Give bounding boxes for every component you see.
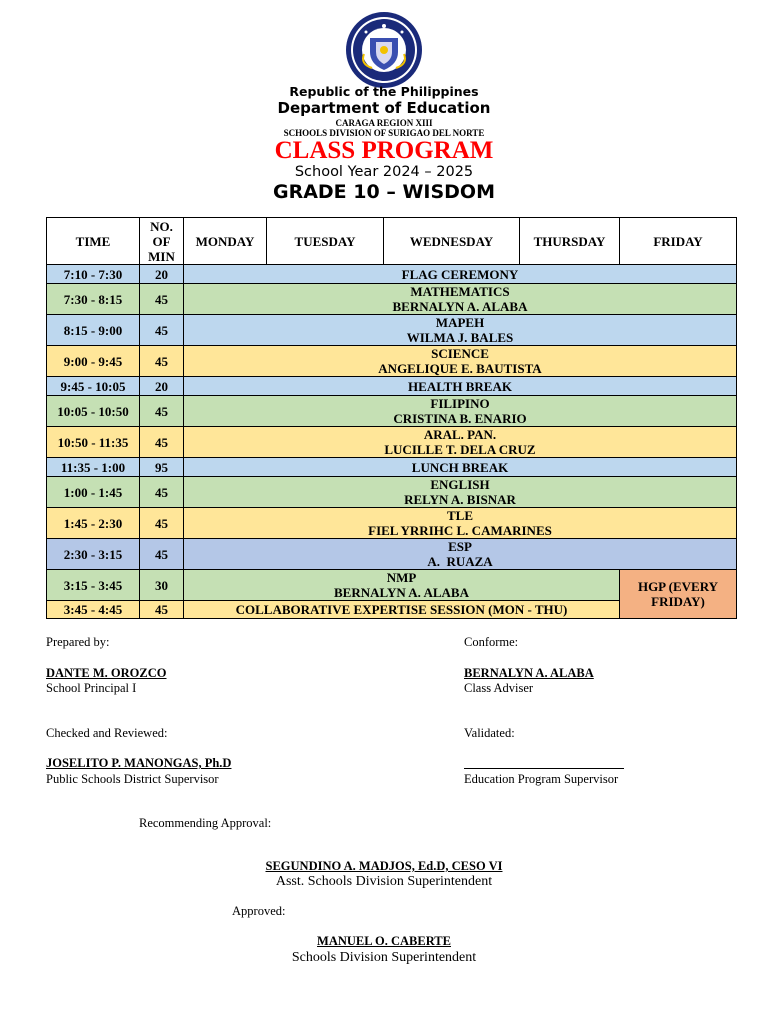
prepared-title: School Principal I bbox=[46, 681, 137, 695]
teacher-name: A. RUAZA bbox=[427, 554, 493, 569]
subject-cell bbox=[184, 508, 737, 539]
subject-cell bbox=[184, 377, 737, 396]
teacher-name: FIEL YRRIHC L. CAMARINES bbox=[368, 523, 552, 538]
conforme-name: BERNALYN A. ALABA bbox=[464, 666, 594, 680]
teacher-name: RELYN A. BISNAR bbox=[404, 492, 516, 507]
table-header-row bbox=[47, 218, 737, 265]
table-row bbox=[47, 458, 737, 477]
recommending-title: Asst. Schools Division Superintendent bbox=[275, 874, 493, 889]
header-wednesday: WEDNESDAY bbox=[384, 218, 520, 265]
validated-signature-line bbox=[464, 758, 624, 773]
minutes-cell: 95 bbox=[140, 458, 184, 477]
time-cell: 2:30 - 3:15 bbox=[47, 539, 140, 570]
table-row bbox=[47, 315, 737, 346]
subject-cell bbox=[184, 427, 737, 458]
time-cell: 10:50 - 11:35 bbox=[47, 427, 140, 458]
minutes-cell: 45 bbox=[140, 508, 184, 539]
table-row bbox=[47, 346, 737, 377]
republic-heading: Republic of the Philippines bbox=[289, 84, 479, 99]
teacher-name: ANGELIQUE E. BAUTISTA bbox=[378, 361, 542, 376]
time-cell: 1:00 - 1:45 bbox=[47, 477, 140, 508]
time-cell: 7:10 - 7:30 bbox=[47, 265, 140, 284]
school-year: School Year 2024 – 2025 bbox=[294, 164, 474, 180]
subject-name: FLAG CEREMONY bbox=[401, 266, 519, 282]
subject-name: NMP bbox=[386, 570, 417, 585]
table-row bbox=[47, 396, 737, 427]
subject-cell bbox=[184, 265, 737, 284]
table-row bbox=[47, 477, 737, 508]
minutes-cell: 45 bbox=[140, 396, 184, 427]
minutes-cell: 45 bbox=[140, 315, 184, 346]
minutes-cell: 45 bbox=[140, 284, 184, 315]
time-cell: 9:00 - 9:45 bbox=[47, 346, 140, 377]
recommending-name: SEGUNDINO A. MADJOS, Ed.D, CESO VI bbox=[265, 859, 503, 873]
validated-title: Education Program Supervisor bbox=[464, 772, 619, 786]
header-friday: FRIDAY bbox=[620, 218, 737, 265]
subject-name: ARAL. PAN. bbox=[423, 427, 497, 442]
conforme-title: Class Adviser bbox=[464, 681, 534, 695]
minutes-cell: 20 bbox=[140, 377, 184, 396]
time-cell: 3:15 - 3:45 bbox=[47, 570, 140, 601]
teacher-name: LUCILLE T. DELA CRUZ bbox=[384, 442, 536, 457]
table-row bbox=[47, 265, 737, 284]
subject-cell bbox=[184, 346, 737, 377]
subject-name: HEALTH BREAK bbox=[408, 378, 512, 394]
subject-name: FILIPINO bbox=[430, 396, 490, 411]
teacher-name: BERNALYN A. ALABA bbox=[334, 585, 469, 600]
minutes-cell: 45 bbox=[140, 346, 184, 377]
table-row bbox=[47, 377, 737, 396]
conforme-label: Conforme: bbox=[464, 635, 519, 649]
checked-title: Public Schools District Supervisor bbox=[46, 772, 219, 786]
teacher-name: BERNALYN A. ALABA bbox=[392, 299, 528, 314]
header-minutes: NO. OF MIN bbox=[140, 218, 184, 265]
subject-cell bbox=[184, 315, 737, 346]
subject-name: ESP bbox=[448, 539, 472, 554]
header-monday: MONDAY bbox=[184, 218, 267, 265]
minutes-cell: 20 bbox=[140, 265, 184, 284]
approved-title: Schools Division Superintendent bbox=[291, 950, 477, 965]
subject-cell bbox=[184, 477, 737, 508]
table-row bbox=[47, 427, 737, 458]
subject-cell bbox=[184, 570, 620, 601]
table-row bbox=[47, 508, 737, 539]
table-row bbox=[47, 284, 737, 315]
header-time: TIME bbox=[47, 218, 140, 265]
time-cell: 3:45 - 4:45 bbox=[47, 601, 140, 619]
prepared-label: Prepared by: bbox=[46, 635, 110, 649]
validated-label: Validated: bbox=[464, 726, 515, 740]
recommending-label: Recommending Approval: bbox=[139, 816, 272, 830]
division-heading: SCHOOLS DIVISION OF SURIGAO DEL NORTE bbox=[283, 128, 485, 138]
minutes-cell: 30 bbox=[140, 570, 184, 601]
time-cell: 1:45 - 2:30 bbox=[47, 508, 140, 539]
class-schedule-table bbox=[46, 217, 737, 619]
region-heading: CARAGA REGION XIII bbox=[335, 118, 433, 128]
table-row bbox=[47, 539, 737, 570]
subject-cell bbox=[184, 458, 737, 477]
approved-label: Approved: bbox=[232, 904, 286, 918]
subject-name: MATHEMATICS bbox=[410, 284, 510, 299]
subject-name: SCIENCE bbox=[431, 346, 489, 361]
teacher-name: CRISTINA B. ENARIO bbox=[393, 411, 527, 426]
minutes-cell: 45 bbox=[140, 539, 184, 570]
approved-name: MANUEL O. CABERTE bbox=[317, 934, 451, 948]
subject-name: COLLABORATIVE EXPERTISE SESSION (MON - THU) bbox=[235, 602, 568, 617]
department-heading: Department of Education bbox=[277, 99, 491, 117]
deped-seal-logo bbox=[336, 10, 432, 90]
time-cell: 8:15 - 9:00 bbox=[47, 315, 140, 346]
header-thursday: THURSDAY bbox=[520, 218, 620, 265]
header-tuesday: TUESDAY bbox=[267, 218, 384, 265]
minutes-cell: 45 bbox=[140, 477, 184, 508]
page-title: CLASS PROGRAM bbox=[274, 137, 494, 164]
subject-cell bbox=[184, 601, 620, 619]
time-cell: 11:35 - 1:00 bbox=[47, 458, 140, 477]
friday-hgp-cell: HGP (EVERY FRIDAY) bbox=[620, 570, 737, 619]
minutes-cell: 45 bbox=[140, 427, 184, 458]
subject-cell bbox=[184, 539, 737, 570]
time-cell: 9:45 - 10:05 bbox=[47, 377, 140, 396]
time-cell: 10:05 - 10:50 bbox=[47, 396, 140, 427]
table-row bbox=[47, 570, 737, 601]
subject-name: MAPEH bbox=[435, 315, 485, 330]
prepared-name: DANTE M. OROZCO bbox=[46, 666, 167, 680]
teacher-name: WILMA J. BALES bbox=[406, 330, 514, 345]
grade-section: GRADE 10 – WISDOM bbox=[272, 181, 495, 203]
time-cell: 7:30 - 8:15 bbox=[47, 284, 140, 315]
subject-cell bbox=[184, 396, 737, 427]
subject-cell bbox=[184, 284, 737, 315]
subject-name: LUNCH BREAK bbox=[411, 459, 509, 475]
subject-name: ENGLISH bbox=[430, 477, 490, 492]
minutes-cell: 45 bbox=[140, 601, 184, 619]
subject-name: TLE bbox=[446, 508, 473, 523]
checked-name: JOSELITO P. MANONGAS, Ph.D bbox=[46, 756, 232, 770]
checked-label: Checked and Reviewed: bbox=[46, 726, 168, 740]
